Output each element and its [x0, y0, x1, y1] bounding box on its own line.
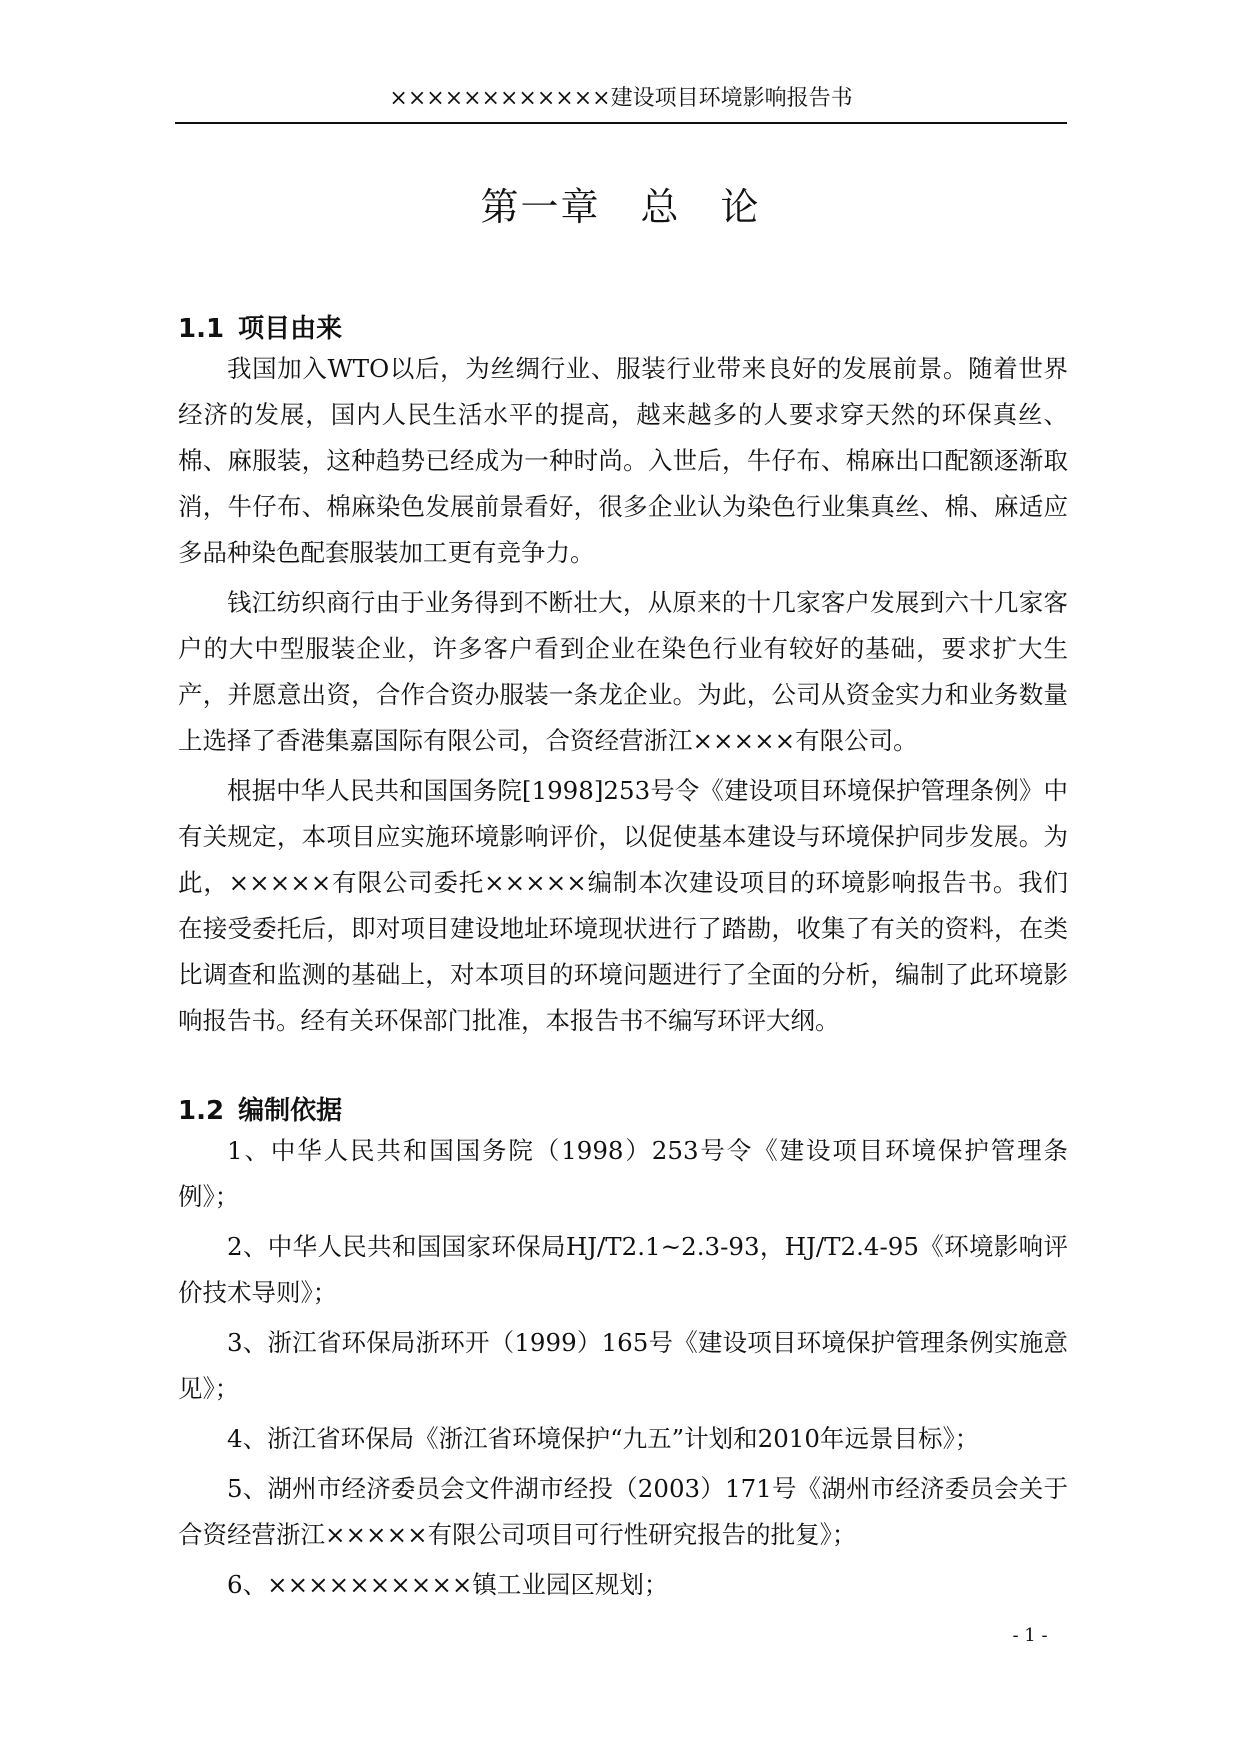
- section-title: 项目由来: [238, 314, 343, 344]
- running-header: ××××××××××××建设项目环境影响报告书: [175, 84, 1067, 124]
- basis-item: 3、浙江省环保局浙环开（1999）165号《建设项目环境保护管理条例实施意见》；: [178, 1328, 1068, 1403]
- basis-item: 2、中华人民共和国国家环保局HJ/T2.1~2.3-93，HJ/T2.4-95《环境影响评价技术导则》；: [178, 1232, 1068, 1307]
- paragraph: 根据中华人民共和国国务院[1998]253号令《建设项目环境保护管理条例》中有关规定，本项目应实施环境影响评价，以促使基本建设与环境保护同步发展。为此，×××××有限公司委托×××××编制本次建设项目的环境影响报告书。我们在接受委托后，即对项目建设地址环境现状进行了踏勘，收集了有关的资料，在类比调查和监测的基础上，对本项目的环境问题进行了全面的分析，编制了此环境影响报告书。经有关环保部门批准，本报告书不编写环评大纲。: [178, 776, 1068, 1035]
- document-body: [178, 312, 1068, 1608]
- basis-item: 6、××××××××××镇工业园区规划；: [227, 1570, 669, 1599]
- section-1-2: [178, 1094, 1068, 1608]
- chapter-title: 第一章 总 论: [480, 185, 761, 229]
- basis-item: 1、中华人民共和国国务院（1998）253号令《建设项目环境保护管理条例》；: [178, 1136, 1068, 1211]
- paragraph: 我国加入WTO以后，为丝绸行业、服装行业带来良好的发展前景。随着世界经济的发展，国内人民生活水平的提高，越来越多的人要求穿天然的环保真丝、棉、麻服装，这种趋势已经成为一种时尚。入世后，牛仔布、棉麻出口配额逐渐取消，牛仔布、棉麻染色发展前景看好，很多企业认为染色行业集真丝、棉、麻适应多品种染色配套服装加工更有竞争力。: [178, 354, 1068, 567]
- basis-item: 5、湖州市经济委员会文件湖市经投（2003）171号《湖州市经济委员会关于合资经营浙江×××××有限公司项目可行性研究报告的批复》；: [178, 1474, 1068, 1549]
- section-1-1: [178, 312, 1068, 1044]
- section-number: 1.1: [178, 314, 225, 344]
- basis-item: 4、浙江省环保局《浙江省环境保护“九五”计划和2010年远景目标》；: [227, 1424, 980, 1453]
- paragraph: 钱江纺织商行由于业务得到不断壮大，从原来的十几家客户发展到六十几家客户的大中型服装企业，许多客户看到企业在染色行业有较好的基础，要求扩大生产，并愿意出资，合作合资办服装一条龙企业。为此，公司从资金实力和业务数量上选择了香港集嘉国际有限公司，合资经营浙江×××××有限公司。: [178, 588, 1068, 755]
- section-heading: [178, 312, 1068, 346]
- page-number: - 1 -: [1012, 1625, 1048, 1646]
- section-number: 1.2: [178, 1096, 225, 1126]
- section-heading: [178, 1094, 1068, 1128]
- section-title: 编制依据: [238, 1096, 343, 1126]
